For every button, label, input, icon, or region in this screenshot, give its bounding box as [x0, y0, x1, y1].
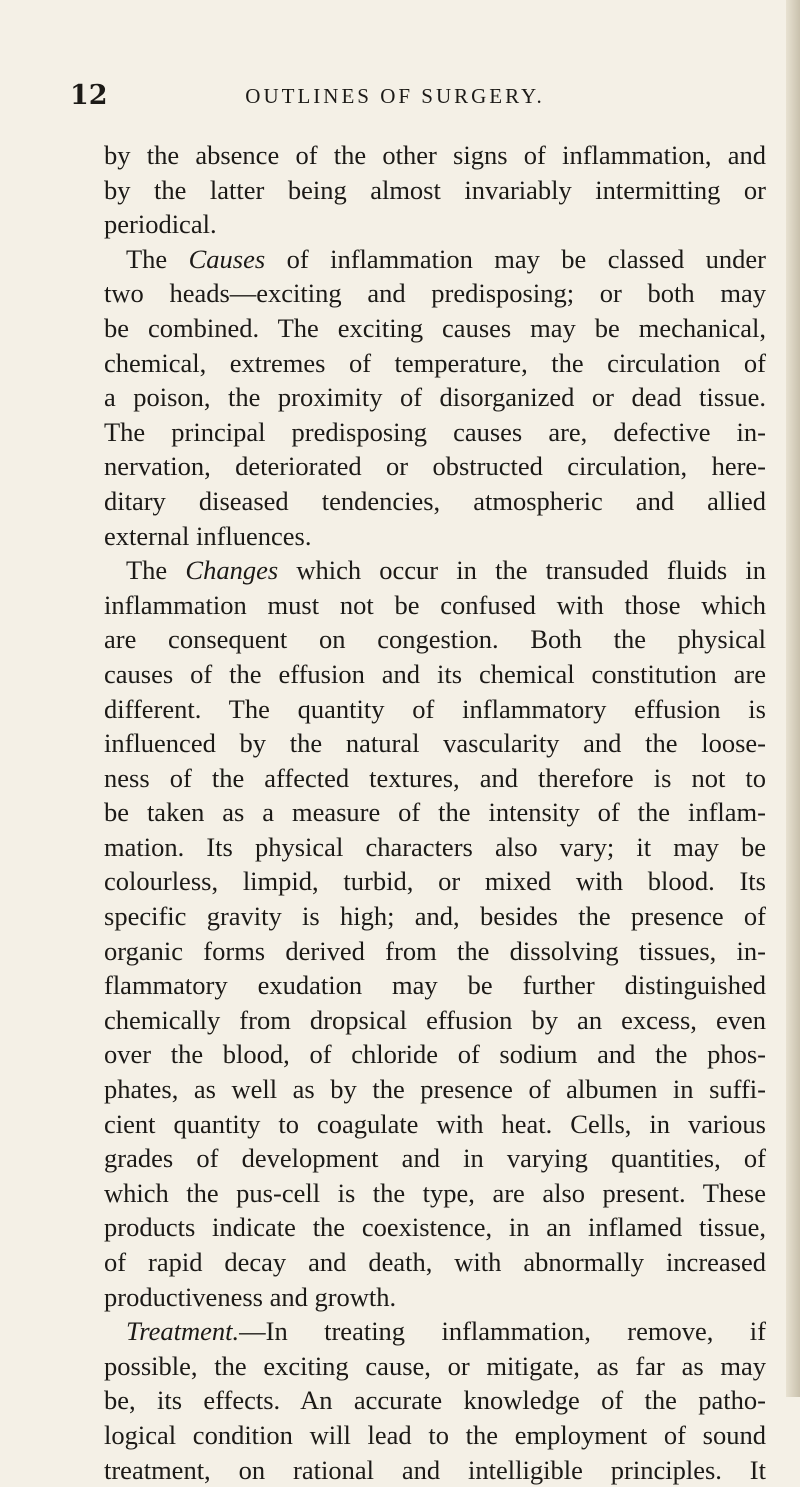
line-text: be taken as a measure of the intensity of the inflam- — [104, 797, 766, 828]
line-text: products indicate the coexistence, in an inflamed tissue, — [104, 1212, 766, 1243]
page-header — [70, 76, 720, 116]
text-line — [104, 1314, 766, 1349]
line-text: colourless, limpid, turbid, or mixed with blood. Its — [104, 866, 766, 897]
line-text: a poison, the proximity of disorganized or dead tissue. — [104, 382, 766, 413]
line-text: causes of the effusion and its chemical constitution are — [104, 658, 766, 689]
line-text: by the latter being almost invariably intermitting or — [104, 174, 766, 205]
text-line — [104, 899, 766, 934]
line-text: cient quantity to coagulate with heat. Cells, in various — [104, 1108, 766, 1139]
page-edge — [786, 0, 800, 1397]
line-text: chemically from dropsical effusion by an excess, even — [104, 1004, 766, 1035]
text-line — [104, 1210, 766, 1245]
line-text: ditary diseased tendencies, atmospheric and allied — [104, 485, 766, 516]
text-line — [104, 553, 766, 588]
text-line — [104, 415, 766, 450]
line-text: flammatory exudation may be further distinguished — [104, 970, 766, 1001]
text-line — [104, 795, 766, 830]
line-text: chemical, extremes of temperature, the circulation of — [104, 347, 766, 378]
line-text: nervation, deteriorated or obstructed circulation, here- — [104, 451, 766, 482]
line-text: over the blood, of chloride of sodium and the phos- — [104, 1039, 766, 1070]
line-prefix: The — [126, 555, 186, 586]
text-line — [104, 207, 766, 242]
text-line — [104, 1383, 766, 1418]
text-line — [104, 934, 766, 969]
text-line — [104, 1176, 766, 1211]
line-text: by the absence of the other signs of inflammation, and — [104, 140, 766, 170]
italic-heading: Changes — [185, 555, 279, 586]
line-text: possible, the exciting cause, or mitigate, as far as may — [104, 1350, 766, 1381]
text-line — [104, 1072, 766, 1107]
page-number: 12 — [70, 80, 108, 111]
line-text: influenced by the natural vascularity and the loose- — [104, 728, 766, 759]
body-text — [104, 138, 766, 1487]
text-line — [104, 692, 766, 727]
line-text: organic forms derived from the dissolving tissues, in- — [104, 935, 766, 966]
running-head: OUTLINES OF SURGERY. — [245, 84, 545, 108]
text-line — [104, 657, 766, 692]
line-text: of rapid decay and death, with abnormally increased — [104, 1247, 766, 1277]
italic-heading: Causes — [188, 243, 266, 274]
text-line — [104, 761, 766, 796]
line-text: treatment, on rational and intelligible principles. It — [104, 1454, 766, 1485]
text-line — [104, 449, 766, 484]
line-text: of inflammation may be classed under — [265, 243, 766, 274]
text-line — [104, 1349, 766, 1384]
line-prefix: The — [126, 243, 189, 274]
text-line — [104, 830, 766, 865]
line-text: The principal predisposing causes are, defective in- — [104, 416, 766, 447]
line-text: be, its effects. An accurate knowledge of the patho- — [104, 1385, 766, 1416]
text-line — [104, 588, 766, 623]
text-line — [104, 173, 766, 208]
text-line — [104, 1141, 766, 1176]
text-line — [104, 1453, 766, 1487]
text-line — [104, 138, 766, 173]
line-text: specific gravity is high; and, besides the presence of — [104, 901, 766, 932]
text-line — [104, 1280, 766, 1315]
italic-heading: Treatment. — [126, 1316, 240, 1347]
text-line — [104, 484, 766, 519]
text-line — [104, 968, 766, 1003]
text-line — [104, 380, 766, 415]
line-text: inflammation must not be confused with those which — [104, 589, 766, 620]
text-line — [104, 1107, 766, 1142]
line-text: grades of development and in varying quantities, of — [104, 1143, 766, 1174]
line-text: are consequent on congestion. Both the physical — [104, 624, 766, 655]
line-text: two heads—exciting and predisposing; or both may — [104, 278, 766, 309]
text-line — [104, 1418, 766, 1453]
line-text: phates, as well as by the presence of albumen in suffi- — [104, 1074, 766, 1105]
line-text: logical condition will lead to the employment of sound — [104, 1419, 766, 1450]
text-line — [104, 1245, 766, 1280]
text-line — [104, 622, 766, 657]
text-line — [104, 311, 766, 346]
line-text: which the pus-cell is the type, are also present. These — [104, 1177, 766, 1208]
line-text: be combined. The exciting causes may be mechanical, — [104, 312, 766, 343]
text-line — [104, 242, 766, 277]
text-line — [104, 864, 766, 899]
line-text: periodical. — [104, 209, 217, 240]
line-text: external influences. — [104, 520, 312, 551]
line-text: different. The quantity of inflammatory effusion is — [104, 693, 766, 724]
text-line — [104, 1037, 766, 1072]
line-text: productiveness and growth. — [104, 1281, 397, 1312]
line-text: mation. Its physical characters also vary; it may be — [104, 831, 766, 862]
line-text: —In treating inflammation, remove, if — [239, 1316, 766, 1347]
text-line — [104, 346, 766, 381]
text-line — [104, 519, 766, 554]
line-text: which occur in the transuded fluids in — [278, 555, 766, 586]
text-line — [104, 726, 766, 761]
line-text: ness of the affected textures, and therefore is not to — [104, 762, 766, 793]
text-line — [104, 276, 766, 311]
text-line — [104, 1003, 766, 1038]
